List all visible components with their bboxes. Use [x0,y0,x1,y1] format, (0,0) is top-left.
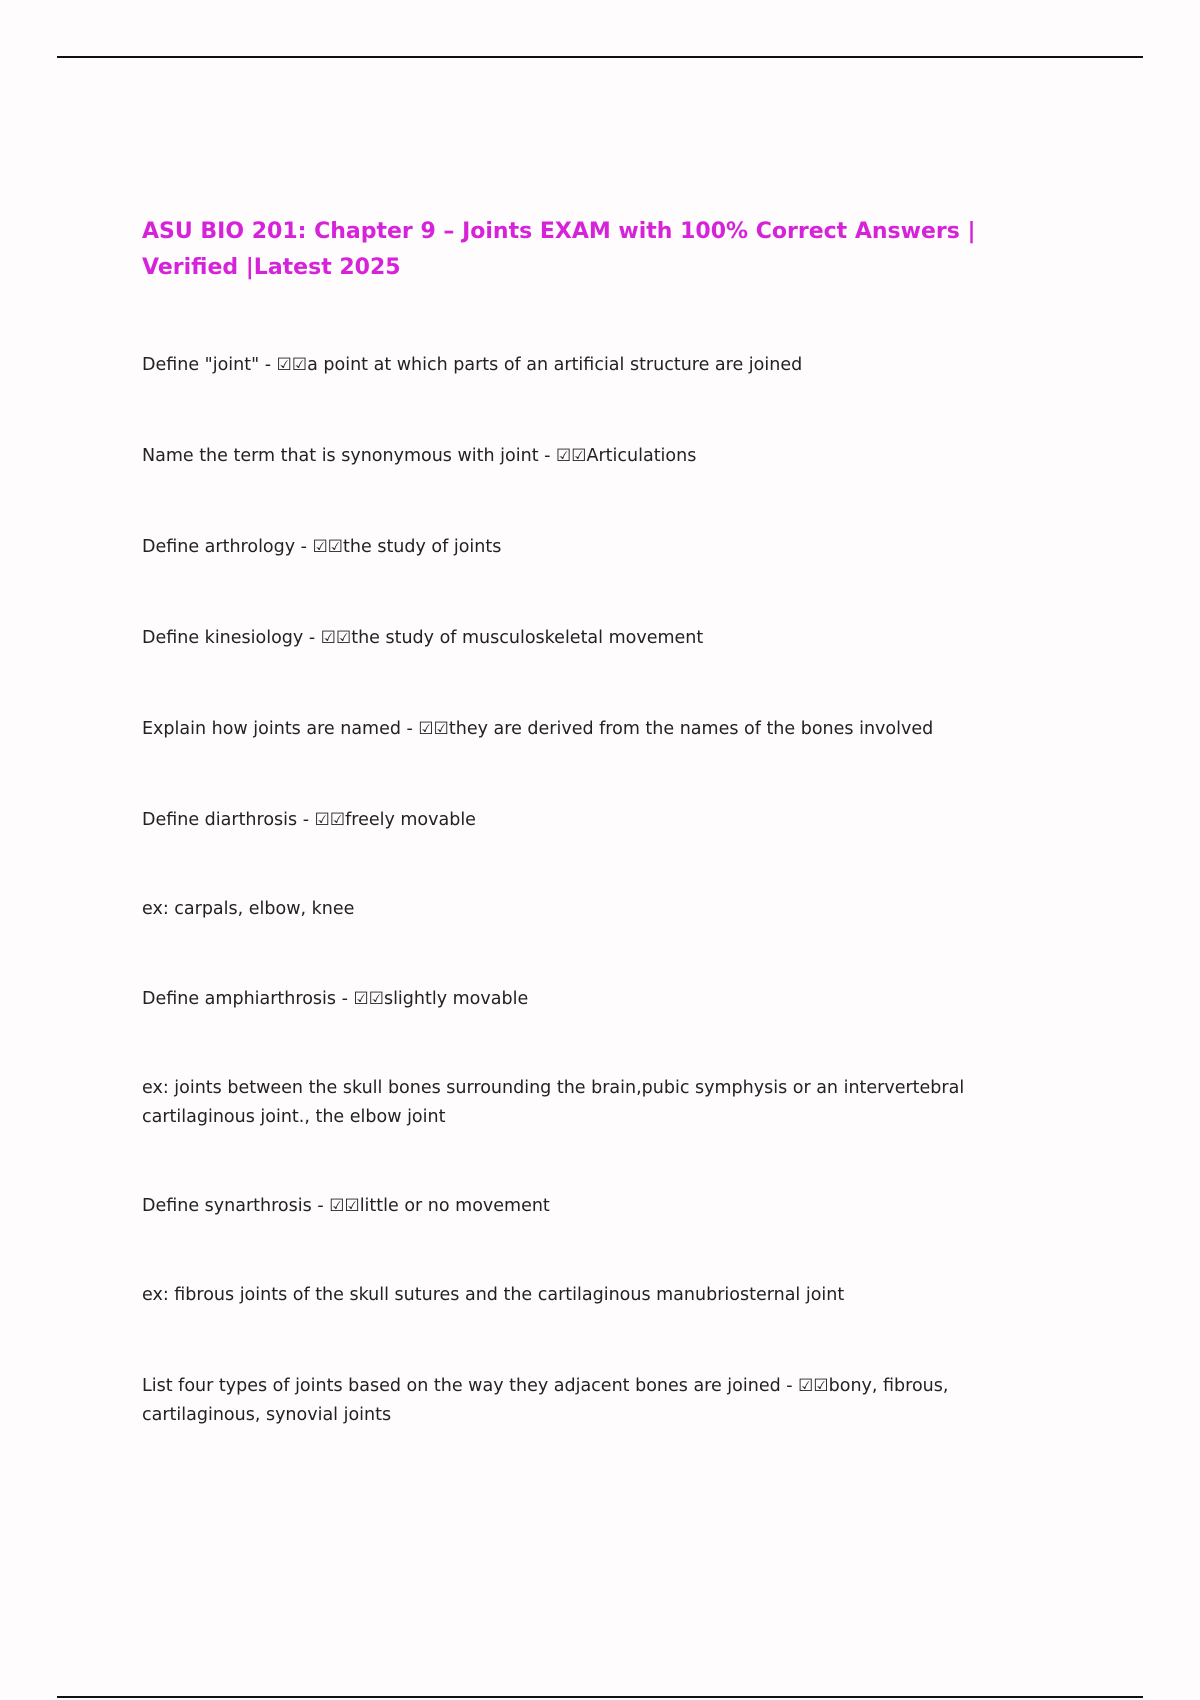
qa-item [142,715,1022,744]
answer-text: the study of musculoskeletal movement [351,628,704,648]
example-note: ex: fibrous joints of the skull sutures and the cartilaginous manubriosternal joint [142,1285,845,1305]
question-text: Name the term that is synonymous with joint [142,446,539,466]
question-text: Define arthrology [142,537,296,557]
question-text: Define "joint" [142,355,260,375]
check-marks-icon: ☑☑ [320,628,352,648]
check-marks-icon: ☑☑ [353,989,384,1009]
separator: - [297,810,315,830]
answer-text: Articulations [586,446,697,466]
check-marks-icon: ☑☑ [329,1196,360,1216]
qa-item [142,351,1022,380]
qa-item [142,1372,1022,1430]
answer-text: little or no movement [359,1196,550,1216]
example-note: ex: joints between the skull bones surrounding the brain,pubic symphysis or an intervertebral cartilaginous joint., the elbow joint [142,1078,965,1127]
separator: - [259,355,277,375]
check-marks-icon: ☑☑ [312,537,344,557]
separator: - [780,1376,799,1396]
question-text: Define amphiarthrosis [142,989,337,1009]
separator: - [336,989,354,1009]
document-title: ASU BIO 201: Chapter 9 – Joints EXAM with 100% Correct Answers | Verified |Latest 2025 [142,219,976,280]
question-text: Define diarthrosis [142,810,298,830]
separator: - [538,446,557,466]
check-marks-icon: ☑☑ [314,810,346,830]
answer-text: they are derived from the names of the bones involved [448,719,934,739]
question-text: Explain how joints are named [142,719,401,739]
check-marks-icon: ☑☑ [276,355,308,375]
qa-item [142,985,1022,1014]
check-marks-icon: ☑☑ [798,1376,829,1396]
answer-text: a point at which parts of an artificial structure are joined [307,355,803,375]
answer-text: bony, fibrous, cartilaginous, synovial joints [142,1376,949,1425]
answer-text: freely movable [345,810,476,830]
separator: - [303,628,321,648]
question-text: List four types of joints based on the way they adjacent bones are joined [142,1376,781,1396]
separator: - [295,537,313,557]
top-rule [57,56,1143,58]
qa-item [142,1192,1022,1221]
question-text: Define synarthrosis [142,1196,312,1216]
bottom-rule [57,1696,1143,1698]
separator: - [400,719,419,739]
qa-item [142,806,1022,835]
qa-item [142,442,1022,471]
check-marks-icon: ☑☑ [418,719,449,739]
qa-item [142,624,1022,653]
separator: - [311,1196,330,1216]
check-marks-icon: ☑☑ [556,446,587,466]
qa-item [142,533,1022,562]
answer-text: the study of joints [343,537,502,557]
example-note: ex: carpals, elbow, knee [142,899,355,919]
answer-text: slightly movable [383,989,529,1009]
question-text: Define kinesiology [142,628,304,648]
